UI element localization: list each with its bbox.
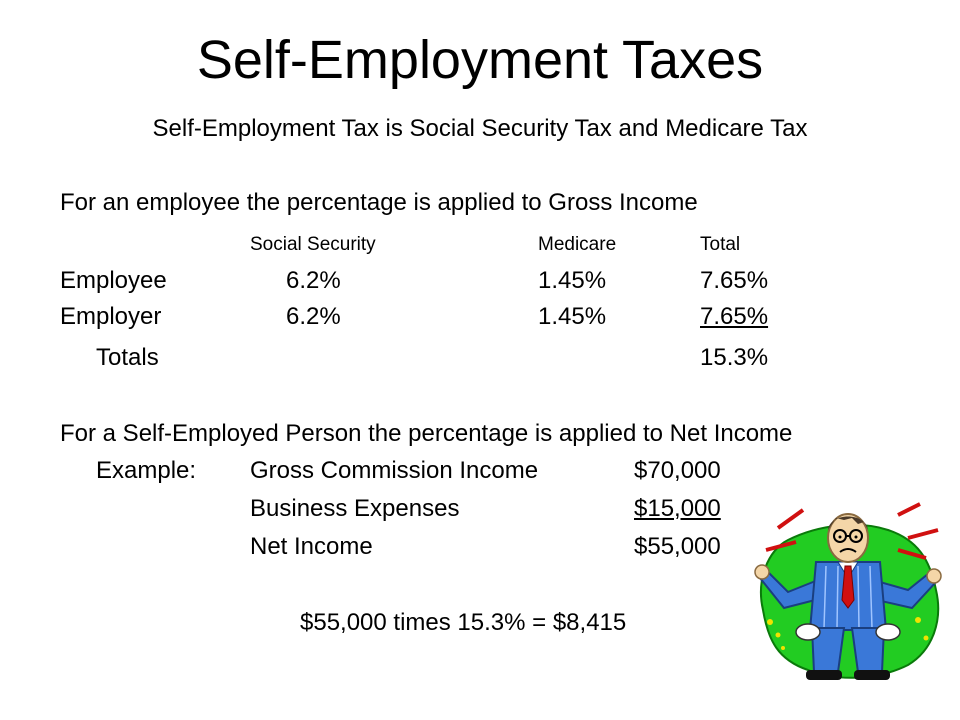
example-net-label: Net Income [250,533,373,560]
self-employed-note: For a Self-Employed Person the percentage is applied to Net Income [60,420,793,447]
example-label: Example: [96,457,197,484]
example-expenses-value: $15,000 [634,495,721,522]
example-expenses-label: Business Expenses [250,495,460,522]
header-total: Total [700,234,741,255]
example-net-value: $55,000 [634,533,721,560]
calculation-line: $55,000 times 15.3% = $8,415 [300,609,627,636]
totals-label: Totals [96,344,159,371]
header-medicare: Medicare [538,234,617,255]
header-social-security: Social Security [250,234,376,255]
cell-employee-social-security: 6.2% [286,267,341,294]
row-label-employer: Employer [60,303,162,330]
example-gross-value: $70,000 [634,457,721,484]
cell-employer-total: 7.65% [700,303,769,330]
example-gross-label: Gross Commission Income [250,457,539,484]
slide-subtitle: Self-Employment Tax is Social Security Tax and Medicare Tax [152,115,808,142]
cell-employee-total: 7.65% [700,267,769,294]
employee-note: For an employee the percentage is applied to Gross Income [60,189,698,216]
slide-title: Self-Employment Taxes [196,30,764,90]
totals-value: 15.3% [700,344,769,371]
row-label-employee: Employee [60,267,167,294]
cell-employee-medicare: 1.45% [538,267,607,294]
stressed-businessman-icon [748,500,948,685]
cell-employer-medicare: 1.45% [538,303,607,330]
cell-employer-social-security: 6.2% [286,303,341,330]
